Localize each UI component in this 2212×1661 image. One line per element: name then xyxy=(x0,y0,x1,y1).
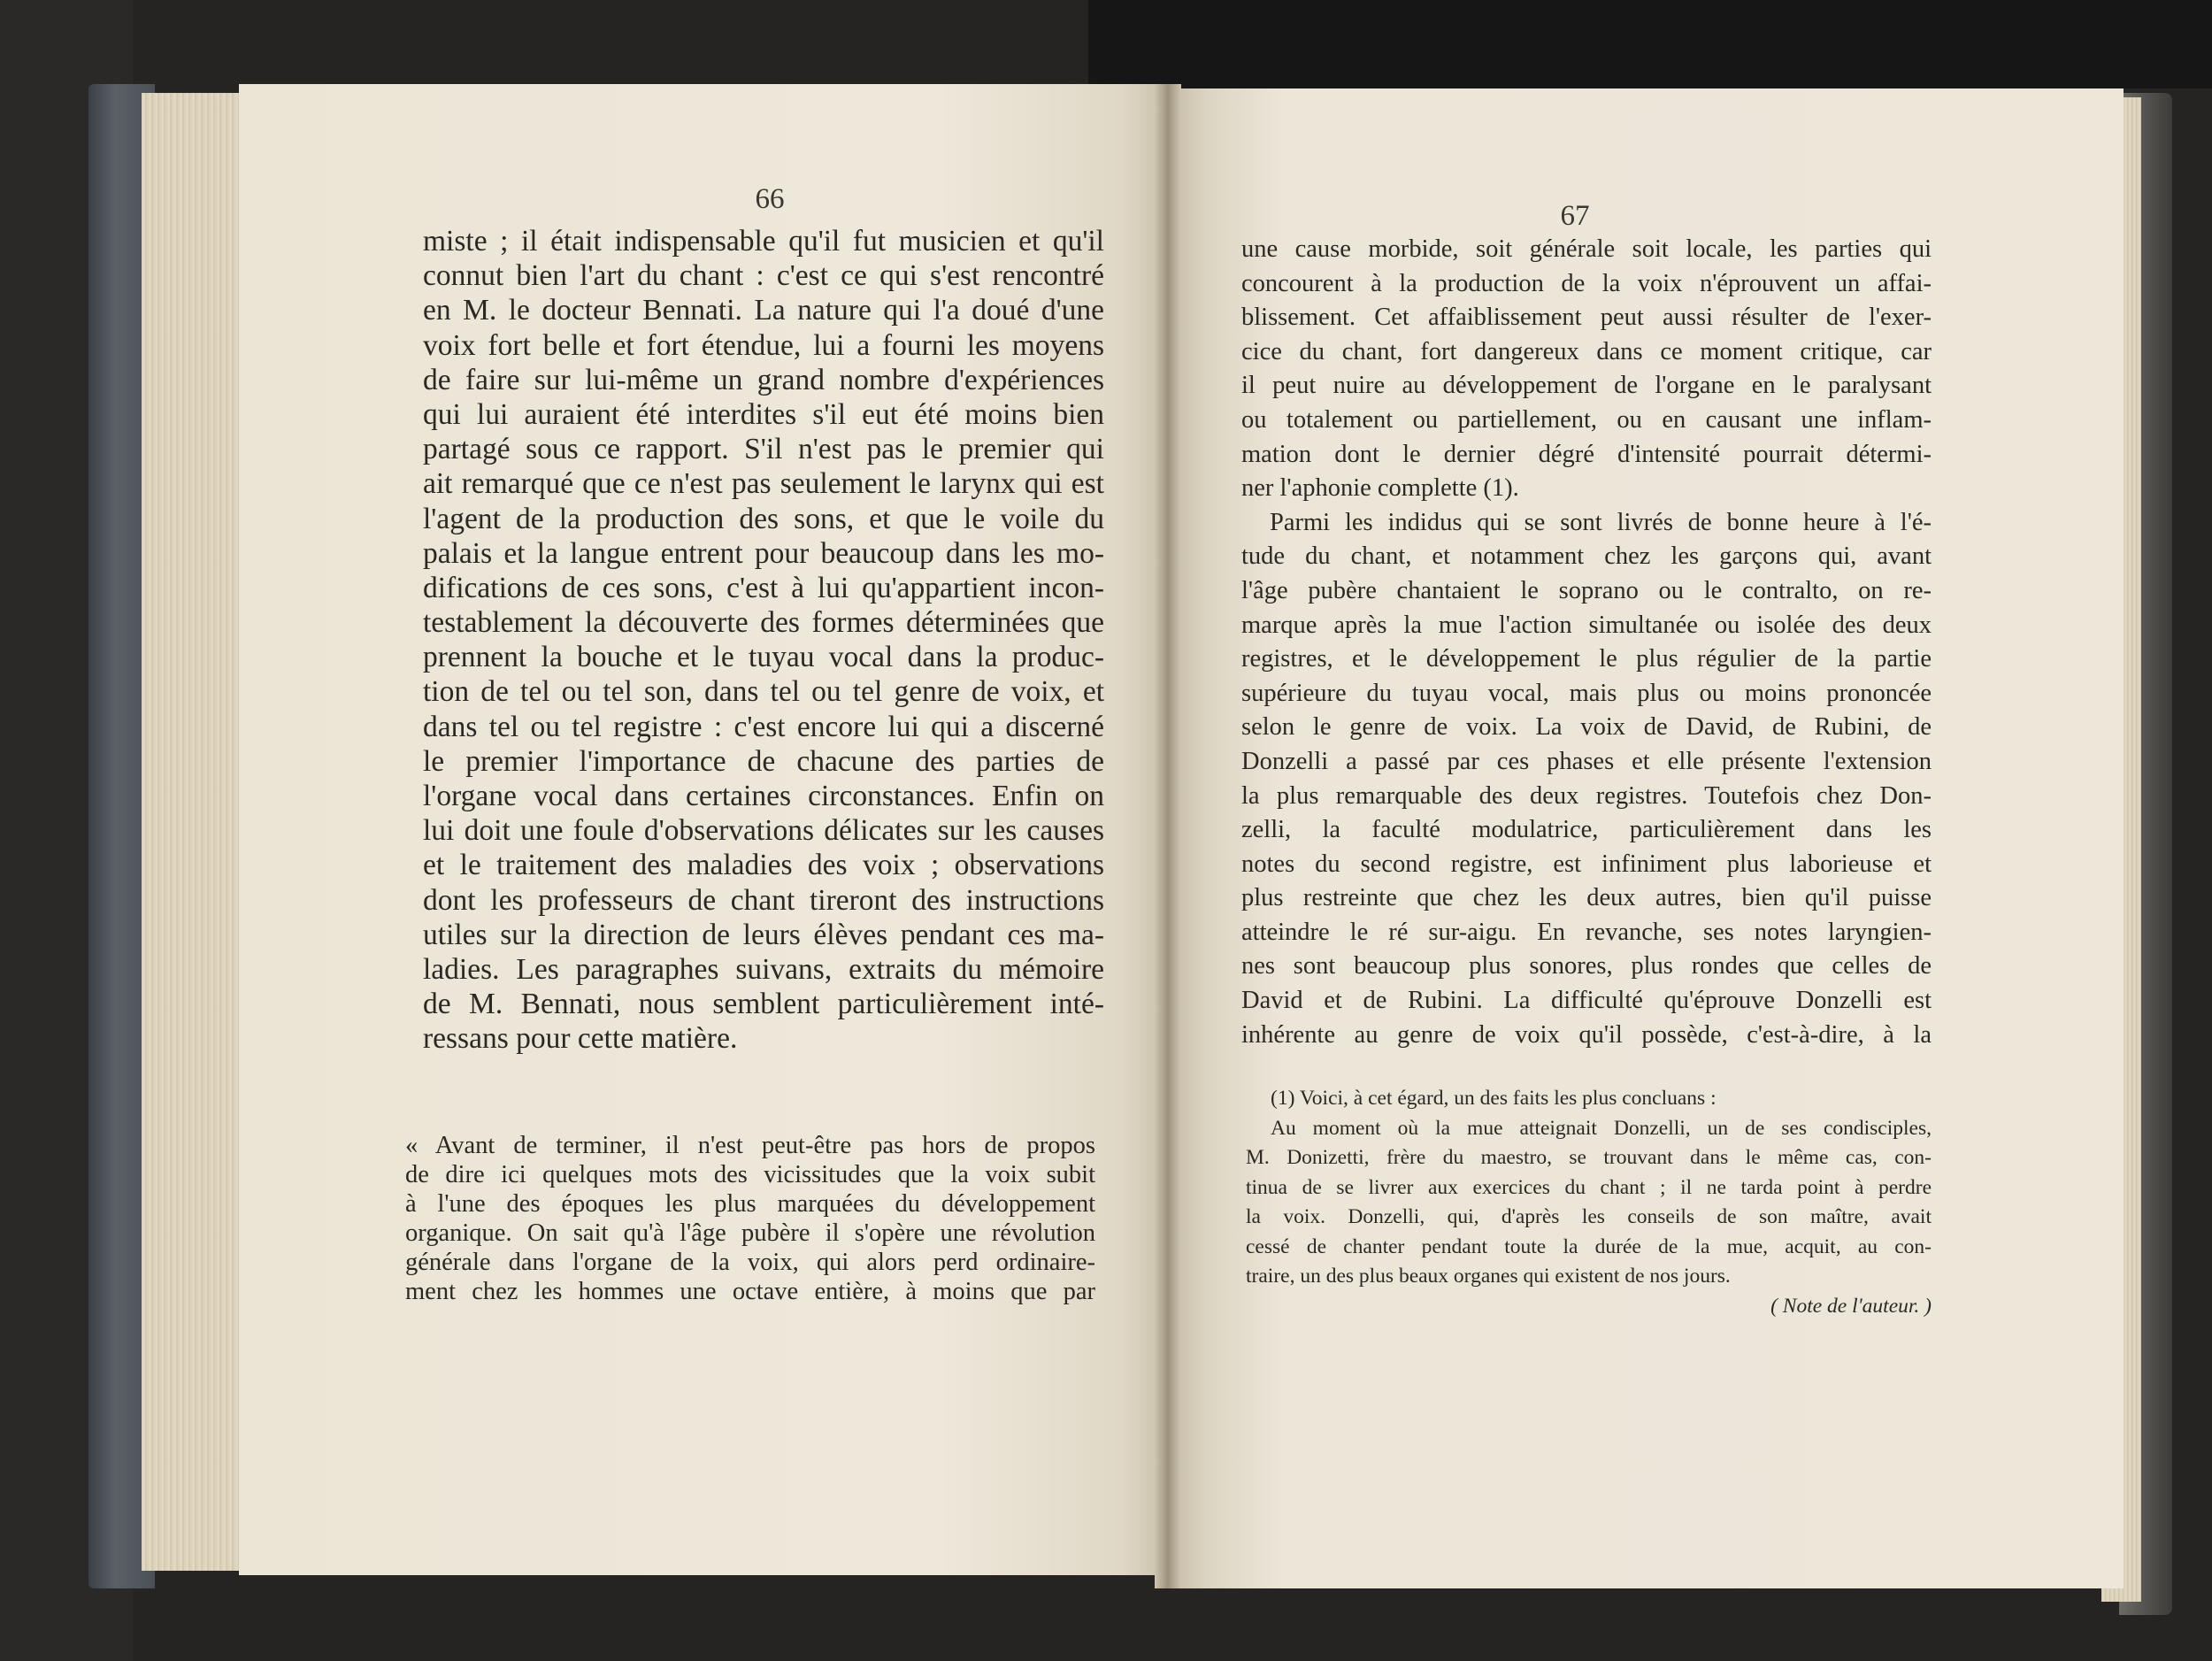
text-line: palais et la langue entrent pour beaucoup dans les mo- xyxy=(423,536,1104,570)
footnote-line: Au moment où la mue atteignait Donzelli, un de ses condisciples, xyxy=(1271,1116,1932,1140)
quote-line: ment chez les hommes une octave entière, à moins que par xyxy=(405,1278,1095,1305)
text-line: registres, et le développement le plus régulier de la partie xyxy=(1241,645,1932,673)
text-line: atteindre le ré sur-aigu. En revanche, ses notes laryngien- xyxy=(1241,918,1932,946)
text-line: concourent à la production de la voix n'éprouvent un affai- xyxy=(1241,269,1932,297)
text-line: et le traitement des maladies des voix ; observations xyxy=(423,849,1104,882)
text-line: zelli, la faculté modulatrice, particulièrement dans les xyxy=(1241,816,1932,844)
text-line: ner l'aphonie complette (1). xyxy=(1241,474,1519,503)
text-line: miste ; il était indispensable qu'il fut musicien et qu'il xyxy=(423,225,1104,258)
text-line: cice du chant, fort dangereux dans ce moment critique, car xyxy=(1241,337,1932,365)
text-line: une cause morbide, soit générale soit locale, les parties qui xyxy=(1241,235,1932,263)
text-line: l'organe vocal dans certaines circonstances. Enfin on xyxy=(423,780,1104,812)
text-line: inhérente au genre de voix qu'il possède, c'est-à-dire, à la xyxy=(1241,1020,1932,1049)
text-line: qui lui auraient été interdites s'il eut été moins bien xyxy=(423,397,1104,431)
text-line: difications de ces sons, c'est à lui qu'appartient incon- xyxy=(423,571,1104,604)
text-line: Parmi les indidus qui se sont livrés de bonne heure à l'é- xyxy=(1270,508,1932,536)
text-line: testablement la découverte des formes déterminées que xyxy=(423,606,1104,640)
quote-line: de dire ici quelques mots des vicissitudes que la voix subit xyxy=(405,1161,1095,1188)
text-line: utiles sur la direction de leurs élèves pendant ces ma- xyxy=(423,918,1104,951)
footnote-line: M. Donizetti, frère du maestro, se trouvant dans le même cas, con- xyxy=(1246,1146,1932,1169)
quote-line: à l'une des époques les plus marquées du développement xyxy=(405,1190,1095,1218)
right-page-body xyxy=(1241,233,1932,1052)
text-line: marque après la mue l'action simultanée ou isolée des deux xyxy=(1241,611,1932,639)
quote-line: générale dans l'organe de la voix, qui alors perd ordinaire- xyxy=(405,1249,1095,1276)
page-number-left: 66 xyxy=(755,183,785,215)
book-gutter xyxy=(1155,84,1181,1588)
footnote-line: tinua de se livrer aux exercices du chant ; il ne tarda point à perdre xyxy=(1246,1175,1932,1199)
text-line: ait remarqué que ce n'est pas seulement le larynx qui est xyxy=(423,467,1104,501)
footnote-line: (1) Voici, à cet égard, un des faits les plus concluans : xyxy=(1271,1087,1717,1110)
text-line: il peut nuire au développement de l'organe en le paralysant xyxy=(1241,372,1932,400)
right-page-footnote xyxy=(1246,1084,1932,1321)
footnote-attribution: ( Note de l'auteur. ) xyxy=(1770,1294,1932,1318)
footnote-line: traire, un des plus beaux organes qui existent de nos jours. xyxy=(1246,1265,1731,1288)
text-line: supérieure du tuyau vocal, mais plus ou moins prononcée xyxy=(1241,679,1932,707)
left-page-body xyxy=(423,224,1104,1057)
text-line: lui doit une foule d'observations délicates sur les causes xyxy=(423,814,1104,848)
text-line: dans tel ou tel registre : c'est encore lui qui a discerné xyxy=(423,710,1104,743)
text-line: l'agent de la production des sons, et que le voile du xyxy=(423,502,1104,535)
text-line: blissement. Cet affaiblissement peut aussi résulter de l'exer- xyxy=(1241,304,1932,332)
page-number-right: 67 xyxy=(1560,200,1590,232)
footnote-line: la voix. Donzelli, qui, d'après les conseils de son maître, avait xyxy=(1246,1205,1932,1228)
text-line: plus restreinte que chez les deux autres, bien qu'il puisse xyxy=(1241,884,1932,912)
text-line: nes sont beaucoup plus sonores, plus rondes que celles de xyxy=(1241,952,1932,980)
text-line: voix fort belle et fort étendue, lui a fourni les moyens xyxy=(423,328,1104,362)
text-line: Donzelli a passé par ces phases et elle présente l'extension xyxy=(1241,747,1932,775)
text-line: le premier l'importance de chacune des parties de xyxy=(423,744,1104,778)
quote-line: organique. On sait qu'à l'âge pubère il s'opère une révolution xyxy=(405,1219,1095,1247)
text-line: prennent la bouche et le tuyau vocal dans la produc- xyxy=(423,641,1104,674)
text-line: partagé sous ce rapport. S'il n'est pas le premier qui xyxy=(423,433,1104,466)
text-line: ladies. Les paragraphes suivans, extraits du mémoire xyxy=(423,952,1104,986)
text-line: de faire sur lui-même un grand nombre d'expériences xyxy=(423,363,1104,396)
text-line: l'âge pubère chantaient le soprano ou le contralto, on re- xyxy=(1241,576,1932,604)
text-line: en M. le docteur Bennati. La nature qui l'a doué d'une xyxy=(423,294,1104,327)
left-page-quote xyxy=(405,1131,1095,1306)
backdrop-top-right xyxy=(1088,0,2212,88)
text-line: de M. Bennati, nous semblent particulièrement inté- xyxy=(423,988,1104,1021)
text-line: connut bien l'art du chant : c'est ce qui s'est rencontré xyxy=(423,259,1104,293)
quote-line: « Avant de terminer, il n'est peut-être pas hors de propos xyxy=(405,1132,1095,1159)
footnote-line: cessé de chanter pendant toute la durée de la mue, acquit, au con- xyxy=(1246,1234,1932,1258)
text-line: ressans pour cette matière. xyxy=(423,1022,738,1056)
text-line: la plus remarquable des deux registres. Toutefois chez Don- xyxy=(1241,781,1932,810)
text-line: dont les professeurs de chant tireront des instructions xyxy=(423,883,1104,917)
text-line: tude du chant, et notamment chez les garçons qui, avant xyxy=(1241,542,1932,571)
text-line: notes du second registre, est infiniment plus laborieuse et xyxy=(1241,850,1932,878)
text-line: ou totalement ou partiellement, ou en causant une inflam- xyxy=(1241,405,1932,434)
text-line: mation dont le dernier dégré d'intensité pourrait détermi- xyxy=(1241,440,1932,468)
text-line: selon le genre de voix. La voix de David, de Rubini, de xyxy=(1241,713,1932,742)
text-line: tion de tel ou tel son, dans tel ou tel genre de voix, et xyxy=(423,675,1104,709)
page-edges-left xyxy=(142,93,239,1571)
text-line: David et de Rubini. La difficulté qu'éprouve Donzelli est xyxy=(1241,987,1932,1015)
